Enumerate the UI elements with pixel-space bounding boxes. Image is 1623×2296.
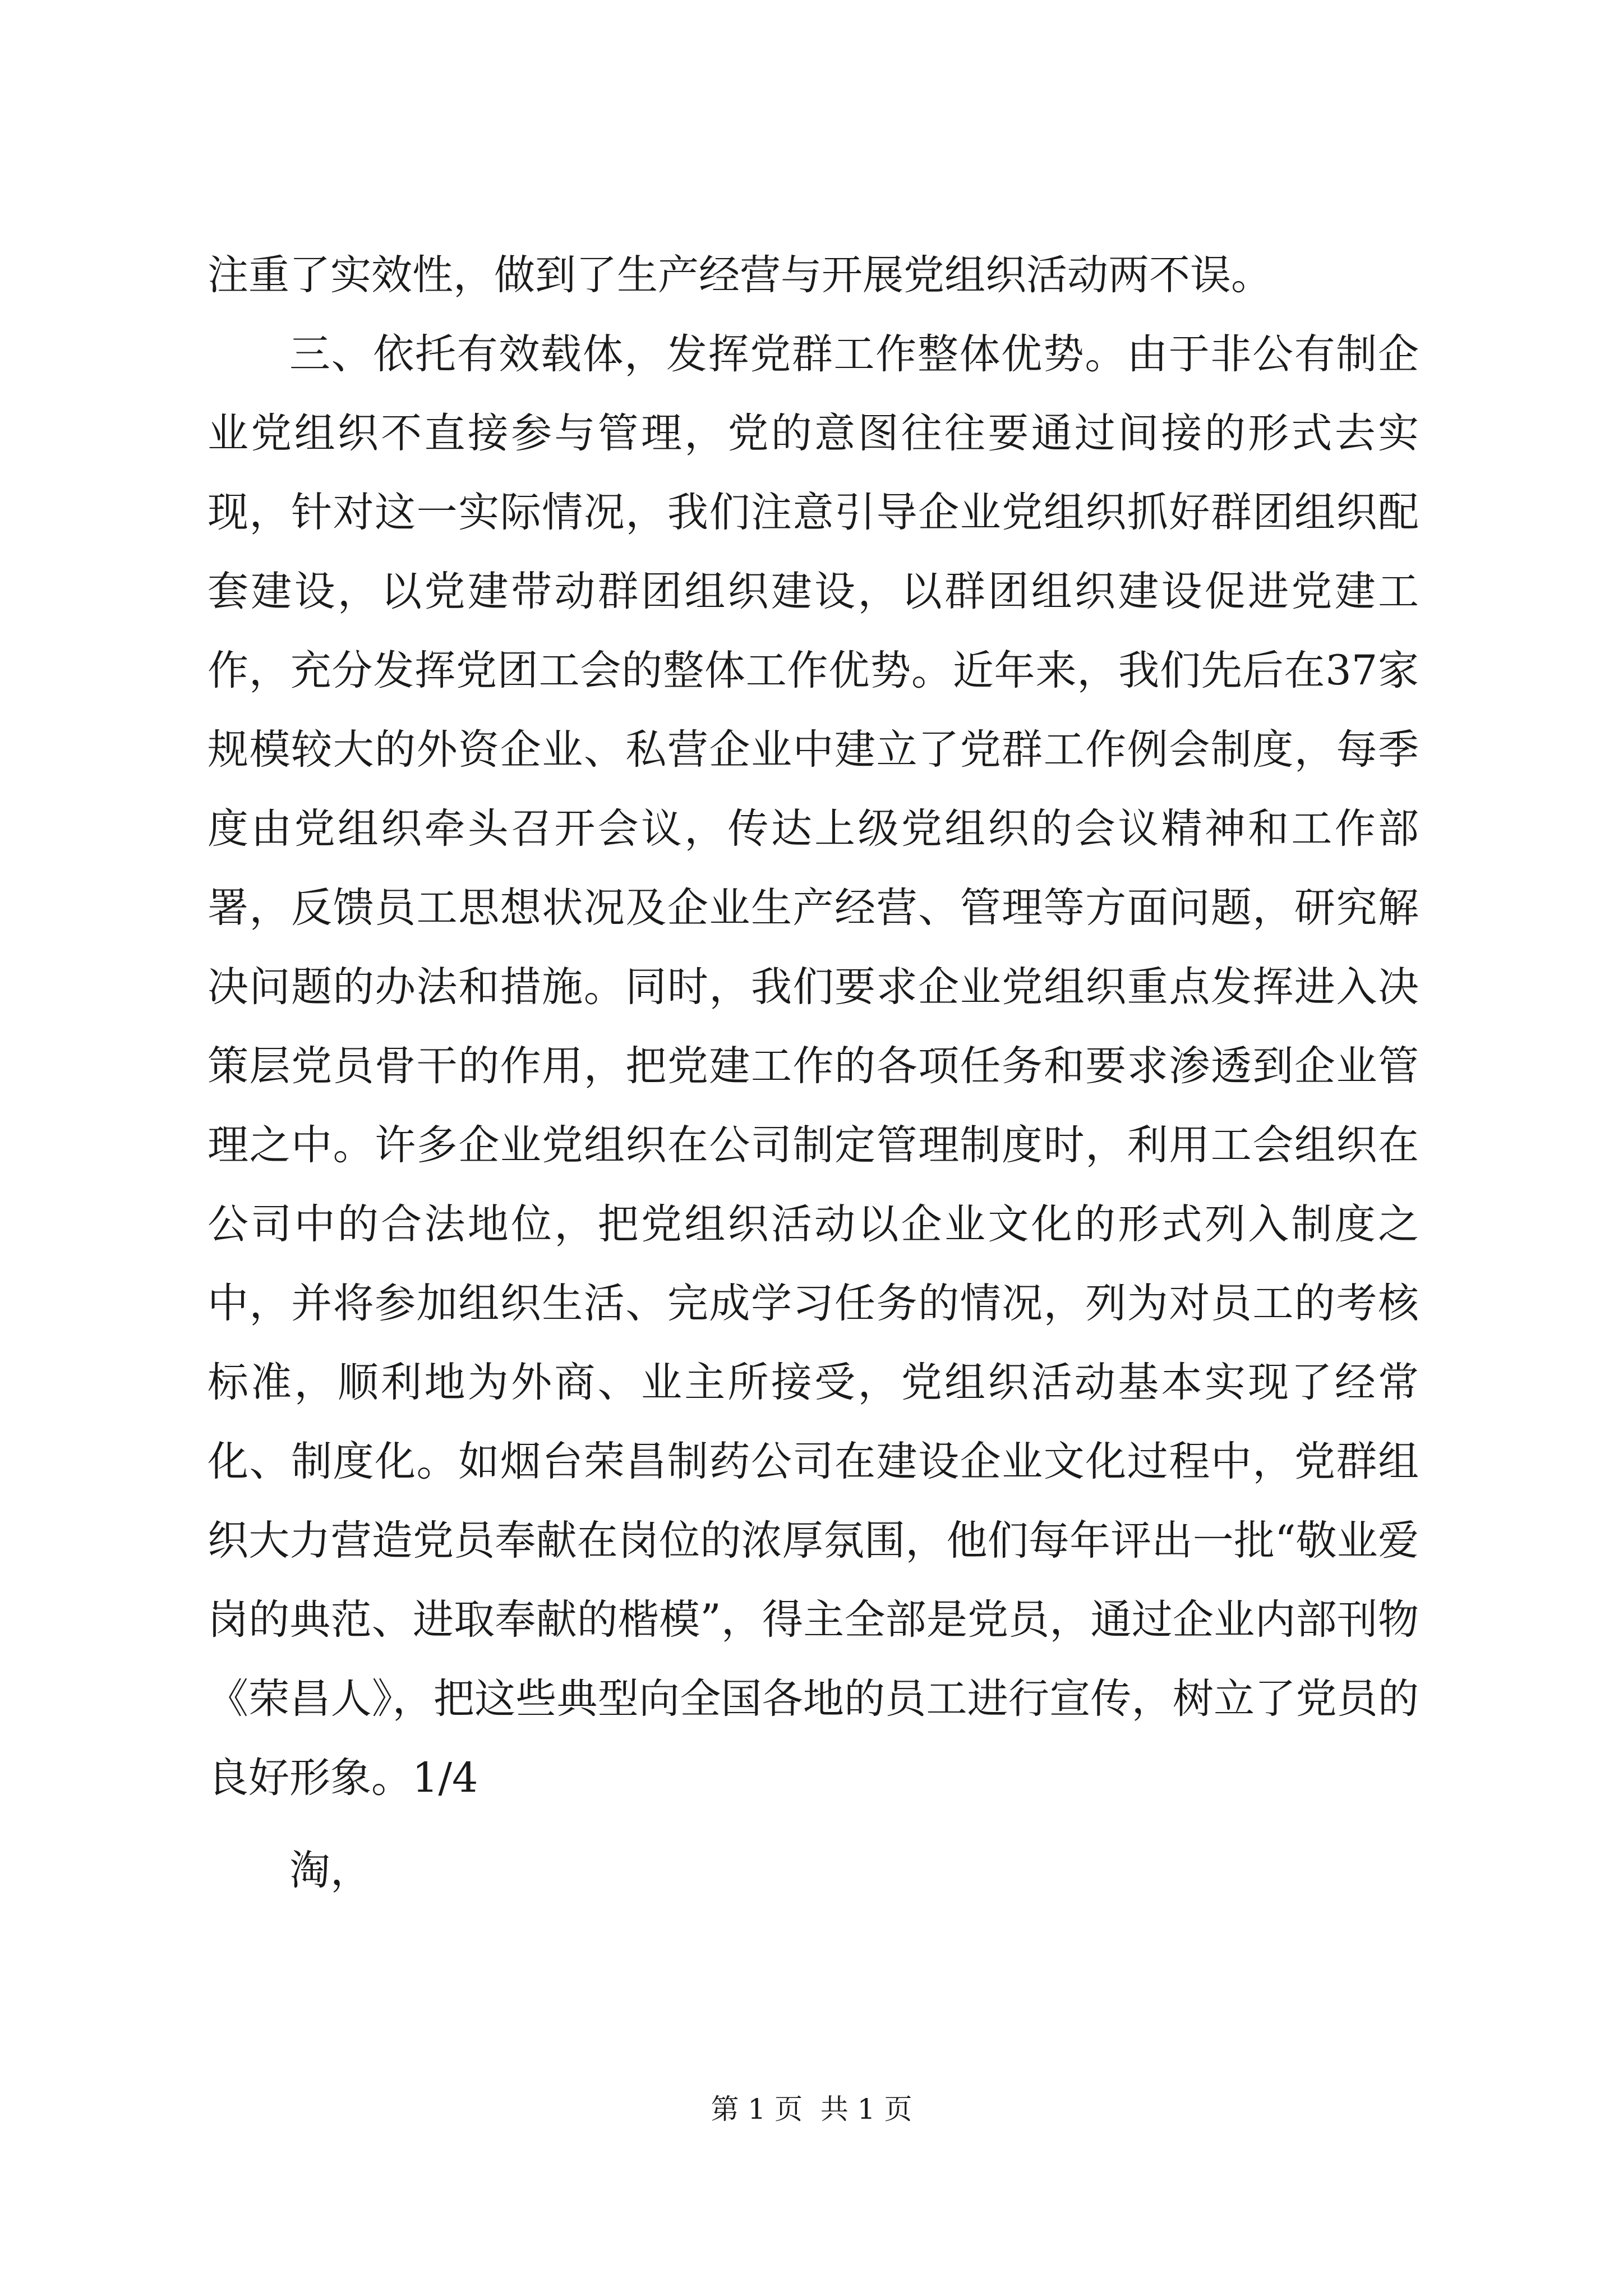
page-number: 第 1 页 bbox=[711, 2093, 803, 2125]
paragraph-continuation: 注重了实效性，做到了生产经营与开展党组织活动两不误。 bbox=[208, 251, 1272, 299]
page-footer bbox=[0, 2092, 1623, 2126]
page-total: 共 1 页 bbox=[820, 2093, 912, 2125]
paragraph-section-three: 三、依托有效载体，发挥党群工作整体优势。由于非公有制企业党组织不直接参与管理，党的意图往往要通过间接的形式去实现，针对这一实际情况，我们注意引导企业党组织抓好群团组织配套建设，以党建带动群团组织建设，以群团组织建设促进党建工作，充分发挥党团工会的整体工作优势。近年来，我们先后在37家规模较大的外资企业、私营企业中建立了党群工作例会制度，每季度由党组织牵头召开会议，传达上级党组织的会议精神和工作部署，反馈员工思想状况及企业生产经营、管理等方面问题，研究解决问题的办法和措施。同时，我们要求企业党组织重点发挥进入决策层党员骨干的作用，把党建工作的各项任务和要求渗透到企业管理之中。许多企业党组织在公司制定管理制度时，利用工会组织在公司中的合法地位，把党组织活动以企业文化的形式列入制度之中，并将参加组织生活、完成学习任务的情况，列为对员工的考核标准，顺利地为外商、业主所接受，党组织活动基本实现了经常化、制度化。如烟台荣昌制药公司在建设企业文化过程中，党群组织大力营造党员奉献在岗位的浓厚氛围，他们每年评出一批“敬业爱岗的典范、进取奉献的楷模”，得主全部是党员，通过企业内部刊物《荣昌人》，把这些典型向全国各地的员工进行宣传，树立了党员的良好形象。1/4 bbox=[208, 330, 1419, 1802]
document-body bbox=[208, 236, 1419, 1910]
paragraph-fragment: 淘， bbox=[289, 1847, 371, 1894]
